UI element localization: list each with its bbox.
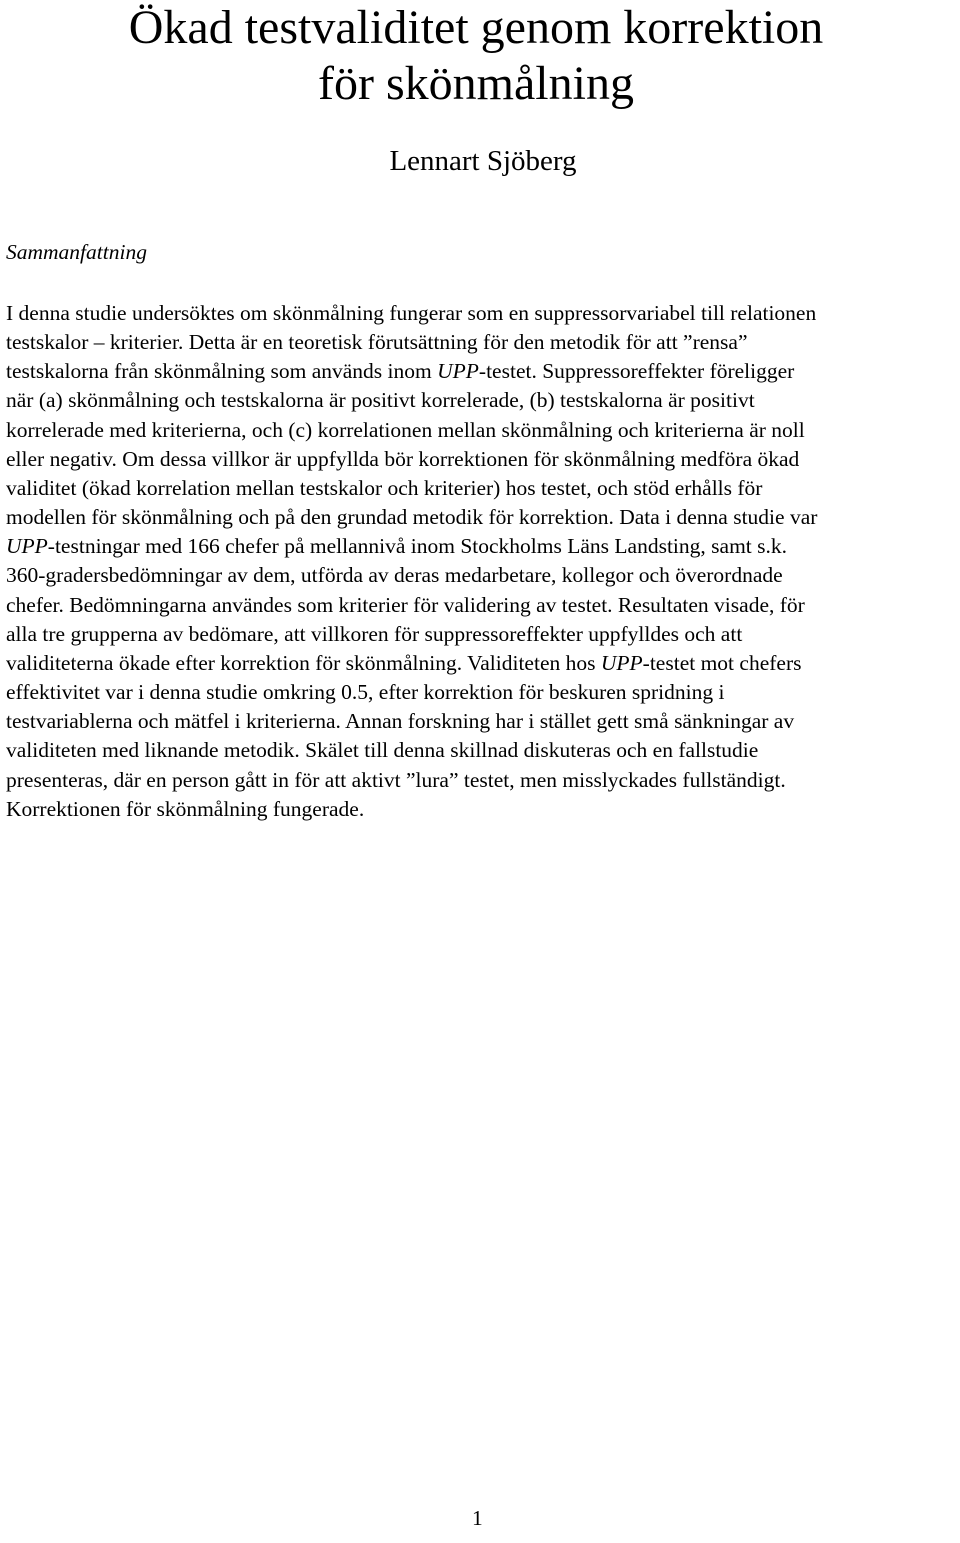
abstract-line: alla tre grupperna av bedömare, att villkoren för suppressoreffekter uppfylldes och att <box>6 621 743 646</box>
abstract-line: testskalor – kriterier. Detta är en teoretisk förutsättning för den metodik för att ”rensa” <box>6 330 748 355</box>
section-heading: Sammanfattning <box>6 240 147 264</box>
author-name: Lennart Sjöberg <box>389 145 577 177</box>
document-title <box>0 0 952 112</box>
abstract-line: UPP-testningar med 166 chefer på mellannivå inom Stockholms Läns Landsting, samt s.k. <box>6 534 788 559</box>
title-line: Ökad testvaliditet genom korrektion <box>128 1 824 54</box>
abstract-paragraph <box>6 299 956 824</box>
abstract-line: testvariablerna och mätfel i kriterierna. Annan forskning har i stället gett små sänkningar av <box>6 709 795 734</box>
abstract-line: testskalorna från skönmålning som används inom UPP-testet. Suppressoreffekter föreligger <box>6 359 795 384</box>
abstract-line: validitet (ökad korrelation mellan testskalor och kriterier) hos testet, och stöd erhålls för <box>6 475 763 500</box>
abstract-line: chefer. Bedömningarna användes som kriterier för validering av testet. Resultaten visade, för <box>6 592 805 617</box>
abstract-line: presenteras, där en person gått in för att aktivt ”lura” testet, men misslyckades fullständigt. <box>6 767 786 792</box>
abstract-line: 360-gradersbedömningar av dem, utförda av deras medarbetare, kollegor och överordnade <box>6 563 783 588</box>
abstract-line: I denna studie undersöktes om skönmålning fungerar som en suppressorvariabel till relationen <box>6 301 817 325</box>
test-name-emphasis: UPP <box>600 650 643 675</box>
abstract-line: modellen för skönmålning och på den grundad metodik för korrektion. Data i denna studie var <box>6 505 818 530</box>
abstract-line: eller negativ. Om dessa villkor är uppfyllda bör korrektionen för skönmålning medföra ökad <box>6 446 800 471</box>
title-line: för skönmålning <box>318 57 634 110</box>
abstract-line: validiteten med liknande metodik. Skälet till denna skillnad diskuteras och en fallstudie <box>6 738 759 763</box>
abstract-line: korrelerade med kriterierna, och (c) korrelationen mellan skönmålning och kriterierna är noll <box>6 417 805 442</box>
abstract-line: effektivitet var i denna studie omkring 0.5, efter korrektion för beskuren spridning i <box>6 680 725 705</box>
abstract-line: när (a) skönmålning och testskalorna är positivt korrelerade, (b) testskalorna är positivt <box>6 388 755 413</box>
page-number: 1 <box>472 1506 483 1530</box>
abstract-line: Korrektionen för skönmålning fungerade. <box>6 796 365 821</box>
abstract-line: validiteterna ökade efter korrektion för skönmålning. Validiteten hos UPP-testet mot chefers <box>6 650 802 675</box>
test-name-emphasis: UPP <box>437 359 479 384</box>
test-name-emphasis: UPP <box>6 534 48 559</box>
